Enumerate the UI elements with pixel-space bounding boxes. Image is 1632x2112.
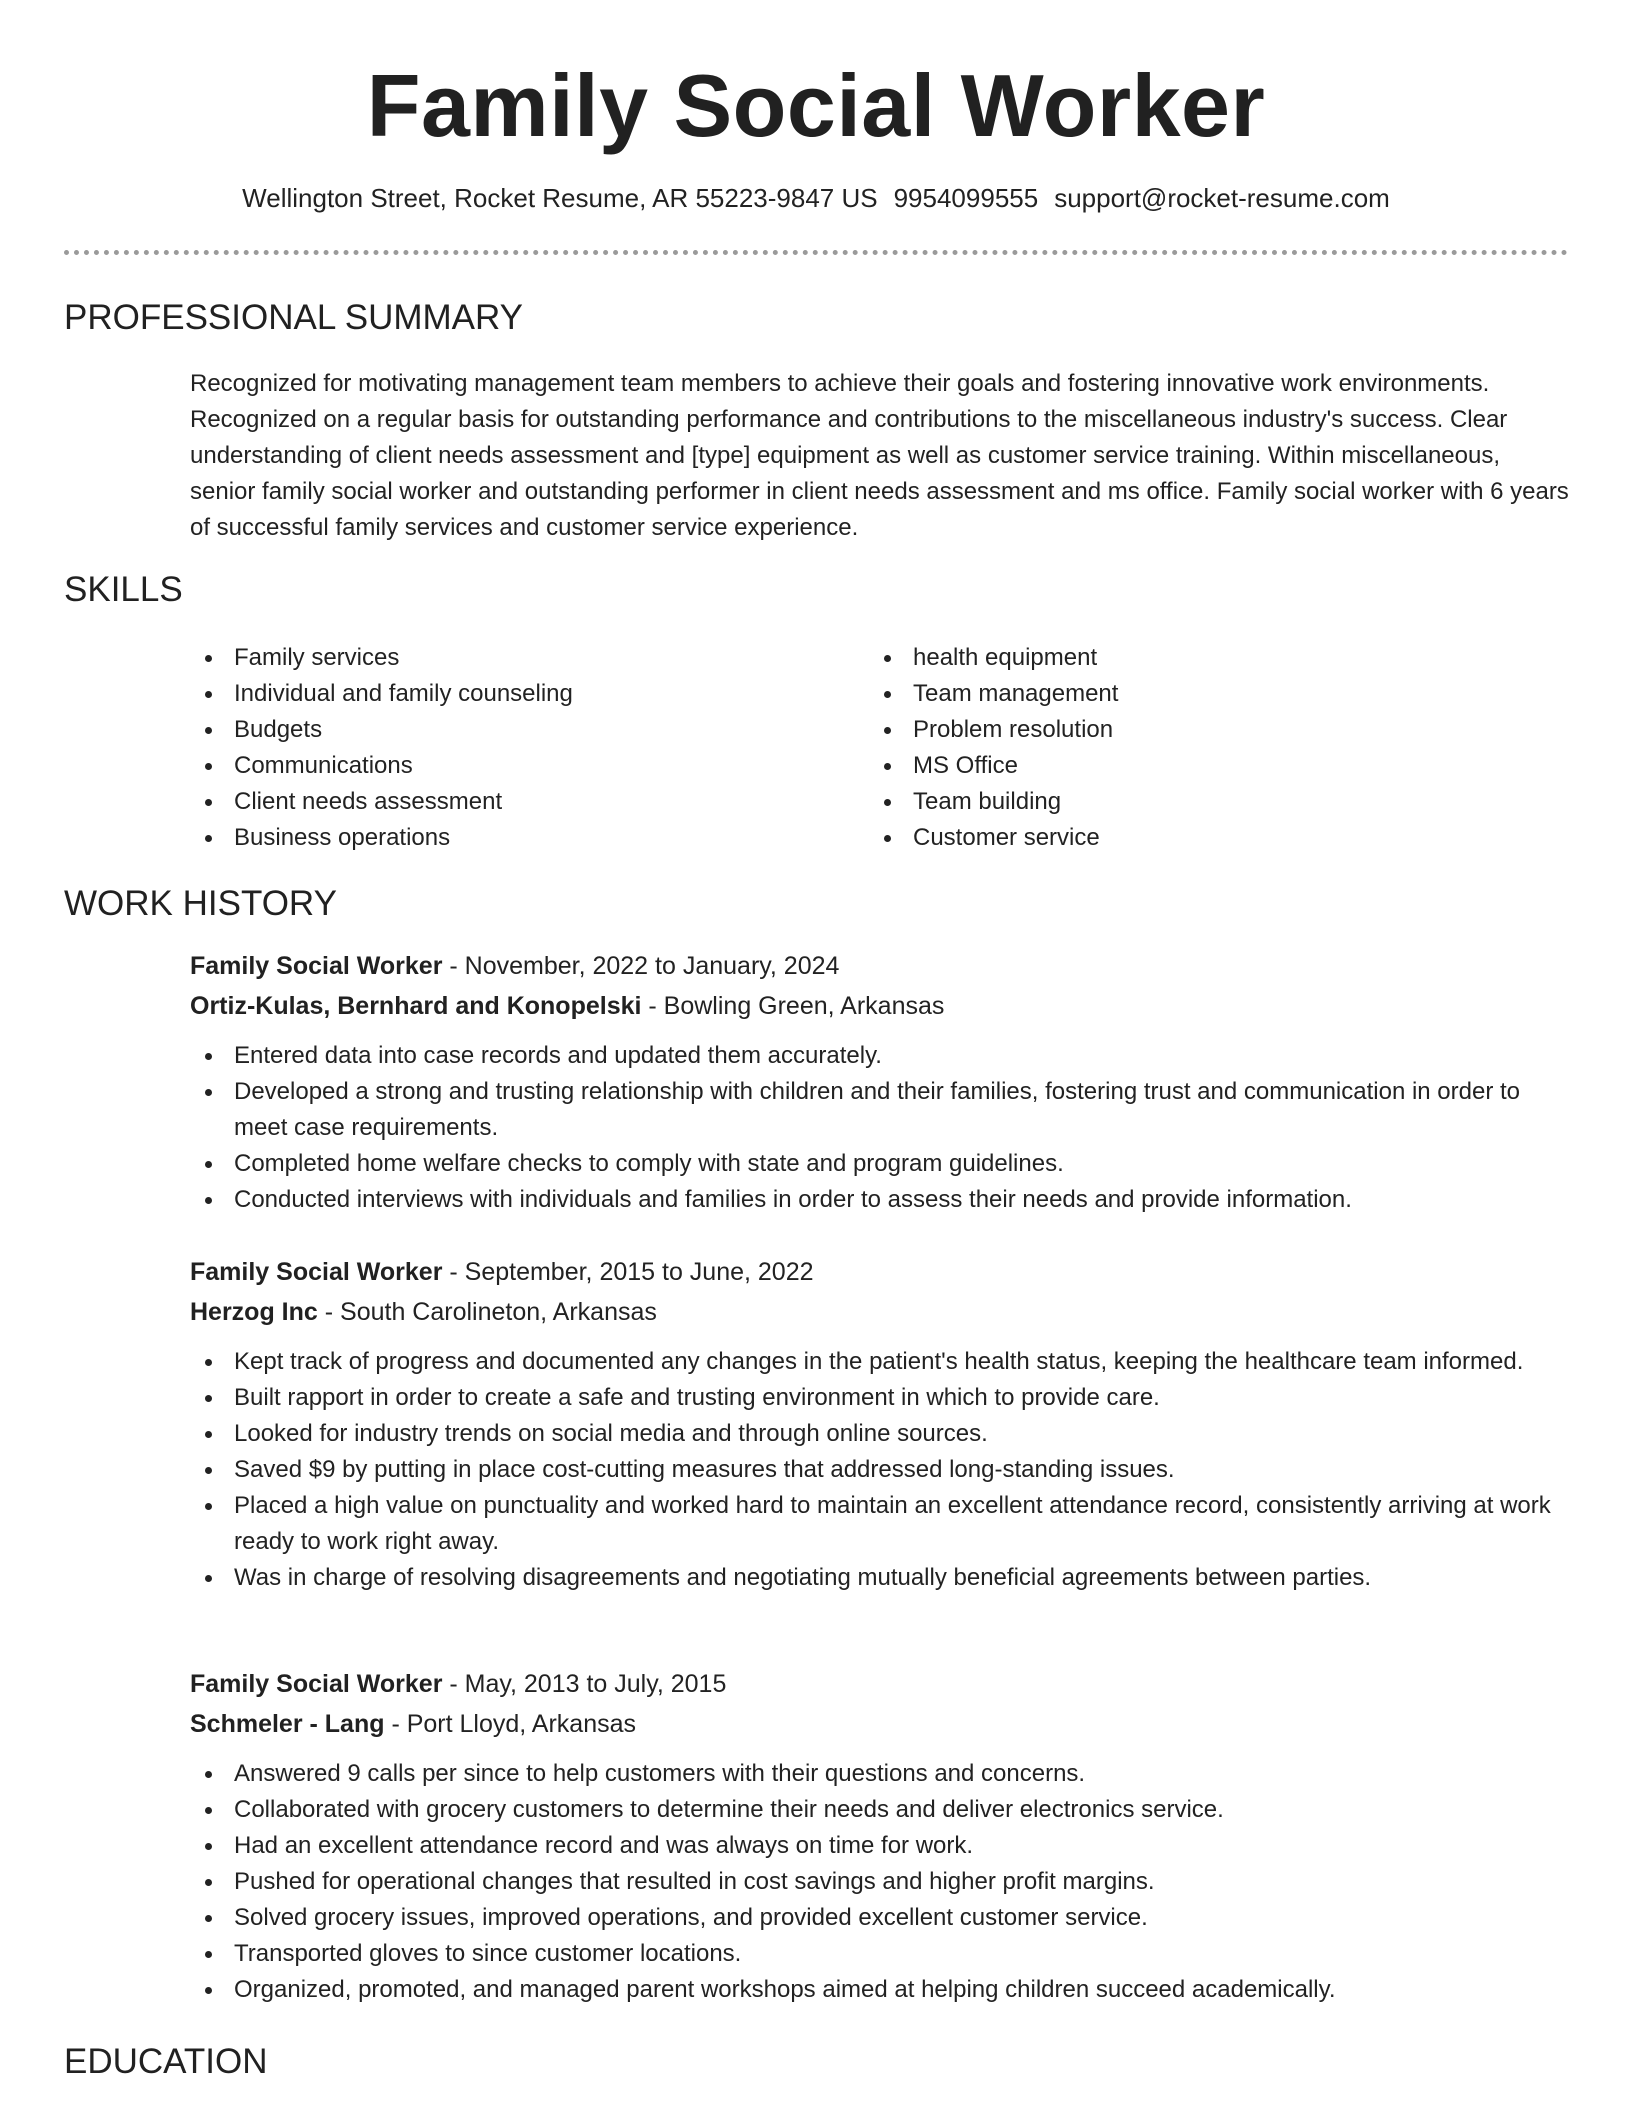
job-bullet: Organized, promoted, and managed parent workshops aimed at helping children succeed academically. [190,1972,1572,2008]
job-bullet: Kept track of progress and documented any changes in the patient's health status, keeping the healthcare team informed. [190,1344,1572,1380]
skill-item: Individual and family counseling [190,676,830,712]
skill-item: Team management [869,676,1509,712]
skill-item: Budgets [190,712,830,748]
skill-item: Customer service [869,820,1509,856]
job-bullet: Entered data into case records and updated them accurately. [190,1038,1572,1074]
work-history-heading: WORK HISTORY [64,884,337,923]
contact-line [0,180,1632,216]
job-bullets [190,1038,1572,1218]
job-dates: - November, 2022 to January, 2024 [442,952,840,980]
job-dates: - September, 2015 to June, 2022 [442,1258,814,1286]
skills-heading: SKILLS [64,570,183,609]
job-company: Schmeler - Lang [190,1710,385,1738]
header-divider [64,250,1568,255]
job-dates: - May, 2013 to July, 2015 [442,1670,727,1698]
job-bullet: Placed a high value on punctuality and worked hard to maintain an excellent attendance record, consistently arriving at work ready to work right away. [190,1488,1572,1560]
skill-item: Communications [190,748,830,784]
job-location: - Bowling Green, Arkansas [641,992,945,1020]
job-title-line [190,948,1572,984]
skills-list-left [190,640,830,856]
job-bullet: Conducted interviews with individuals and families in order to assess their needs and provide information. [190,1182,1572,1218]
job-location: - South Carolineton, Arkansas [317,1298,657,1326]
job-bullet: Transported gloves to since customer locations. [190,1936,1572,1972]
contact-phone: 9954099555 [893,183,1039,213]
contact-address: Wellington Street, Rocket Resume, AR 55223-9847 US [242,183,878,213]
skill-item: Client needs assessment [190,784,830,820]
skill-item: Family services [190,640,830,676]
job-bullet: Had an excellent attendance record and was always on time for work. [190,1828,1572,1864]
job-bullets [190,1344,1572,1596]
resume-title: Family Social Worker [366,56,1266,155]
job-bullet: Was in charge of resolving disagreements and negotiating mutually beneficial agreements between parties. [190,1560,1572,1596]
job-company-line [190,988,1572,1024]
job-bullet: Answered 9 calls per since to help customers with their questions and concerns. [190,1756,1572,1792]
job-title-line [190,1666,1572,1702]
skill-item: Business operations [190,820,830,856]
job-title: Family Social Worker [190,952,443,980]
job-bullet: Solved grocery issues, improved operations, and provided excellent customer service. [190,1900,1572,1936]
contact-email: support@rocket-resume.com [1054,183,1390,213]
skills-list-right [869,640,1509,856]
education-heading: EDUCATION [64,2042,268,2081]
job-bullet: Developed a strong and trusting relationship with children and their families, fostering trust and communication in order to meet case requirements. [190,1074,1572,1146]
job-title: Family Social Worker [190,1670,443,1698]
job-bullet: Looked for industry trends on social media and through online sources. [190,1416,1572,1452]
job-bullet: Saved $9 by putting in place cost-cutting measures that addressed long-standing issues. [190,1452,1572,1488]
job-company-line [190,1294,1572,1330]
job-bullet: Collaborated with grocery customers to determine their needs and deliver electronics service. [190,1792,1572,1828]
job-company: Herzog Inc [190,1298,318,1326]
skill-item: Problem resolution [869,712,1509,748]
job-title: Family Social Worker [190,1258,443,1286]
job-company: Ortiz-Kulas, Bernhard and Konopelski [190,992,642,1020]
job-company-line [190,1706,1572,1742]
job-location: - Port Lloyd, Arkansas [384,1710,637,1738]
job-bullet: Built rapport in order to create a safe and trusting environment in which to provide care. [190,1380,1572,1416]
job-bullet: Pushed for operational changes that resulted in cost savings and higher profit margins. [190,1864,1572,1900]
job-bullets [190,1756,1572,2008]
job-bullet: Completed home welfare checks to comply with state and program guidelines. [190,1146,1572,1182]
job-title-line [190,1254,1572,1290]
skill-item: Team building [869,784,1509,820]
skill-item: MS Office [869,748,1509,784]
skill-item: health equipment [869,640,1509,676]
summary-text: Recognized for motivating management team members to achieve their goals and fostering innovative work environments. Recognized on a regular basis for outstanding performance and contributions to the miscellaneous industry's success. Clear understanding of client needs assessment and [type] equipment as well as customer service training. Within miscellaneous, senior family social worker and outstanding performer in client needs assessment and ms office. Family social worker with 6 years of successful family services and customer service experience. [190,370,1569,541]
summary-heading: PROFESSIONAL SUMMARY [64,298,523,337]
